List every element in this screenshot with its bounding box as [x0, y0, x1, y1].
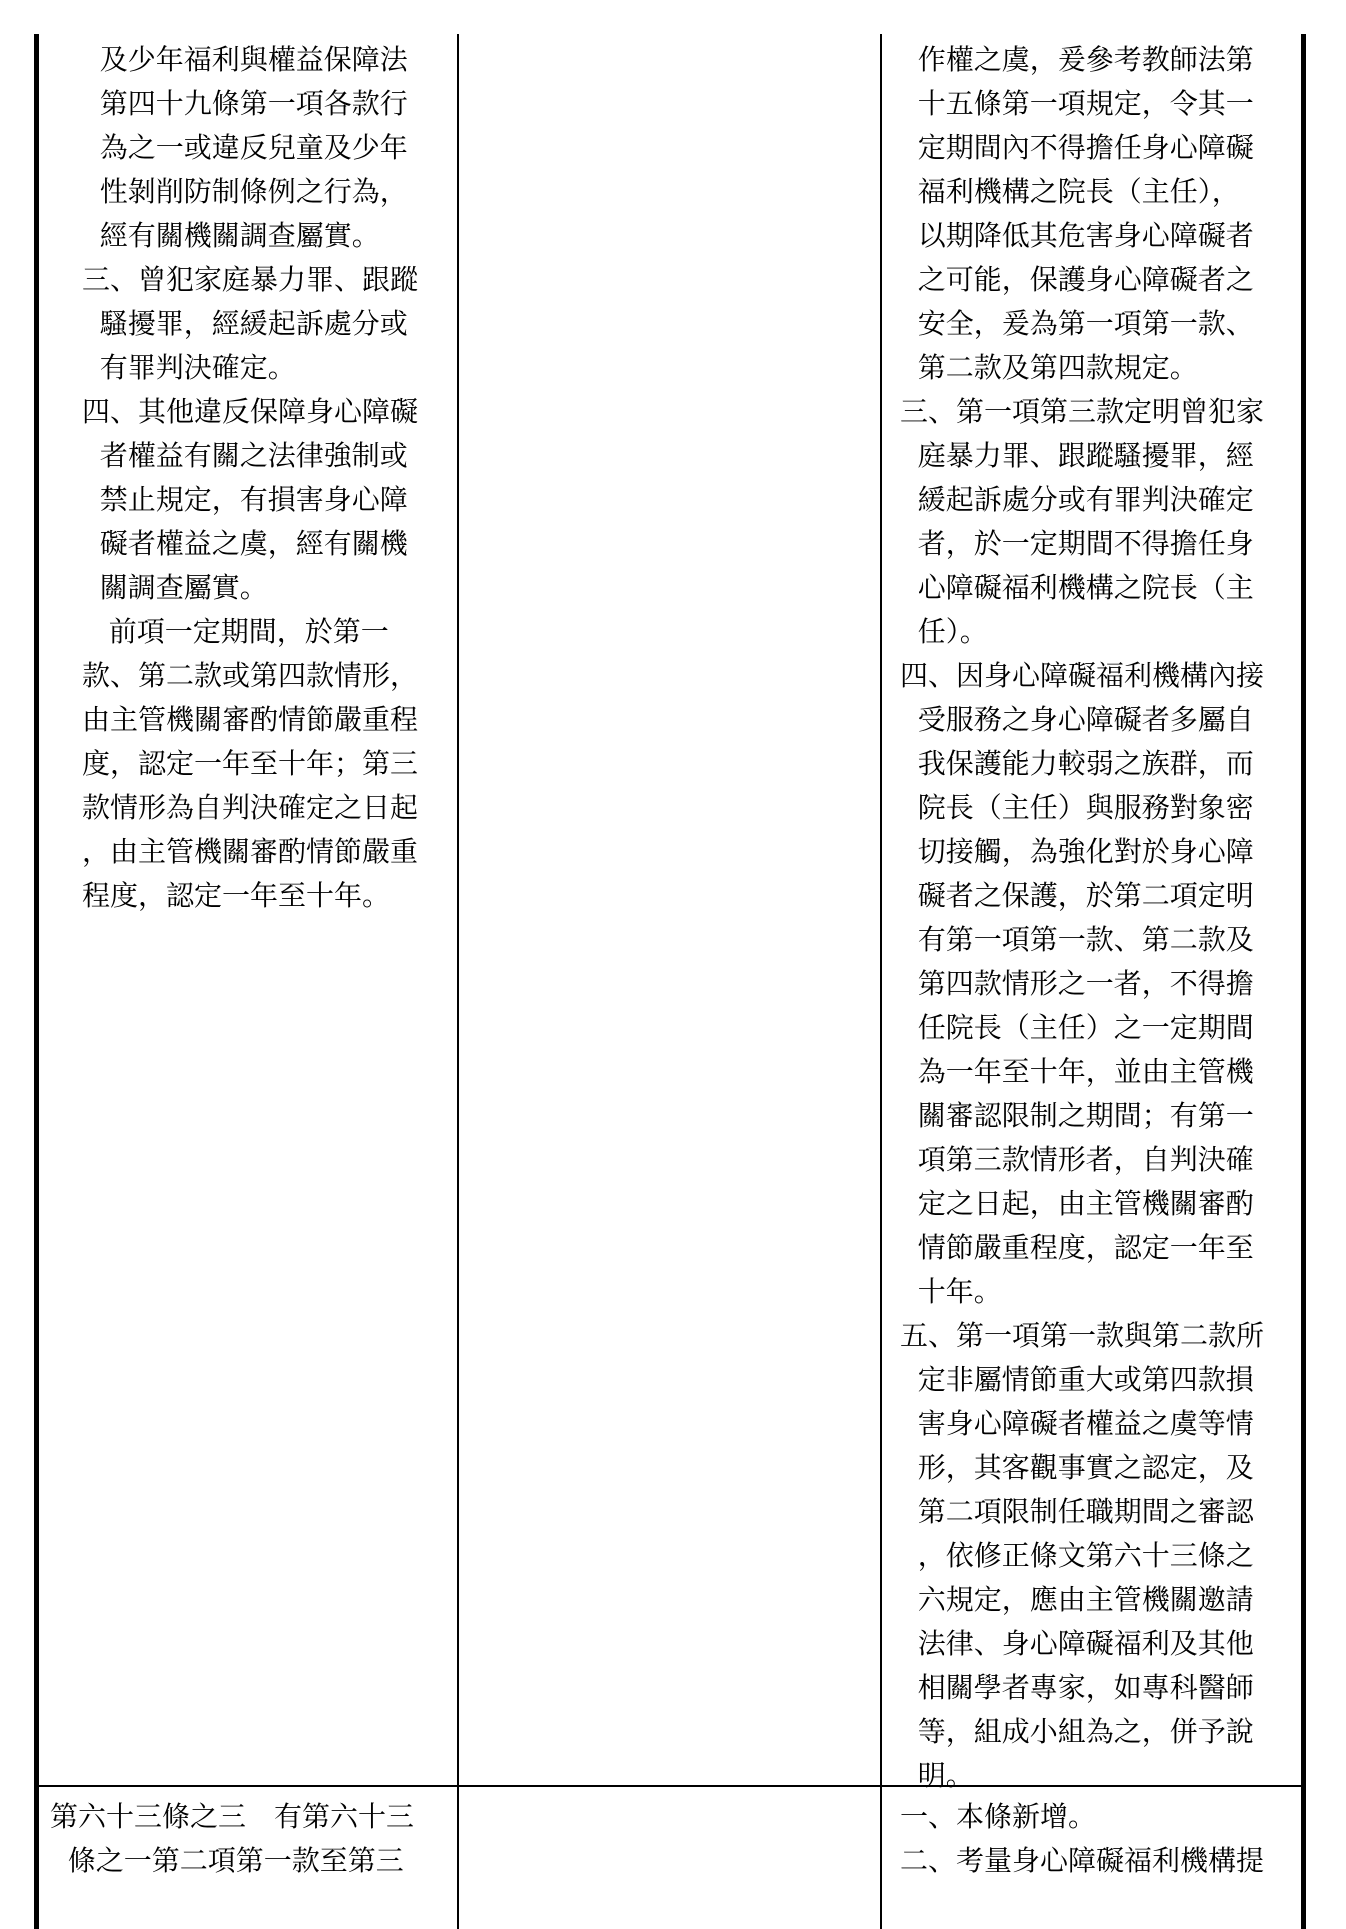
explanation-cell: [900, 38, 1296, 1798]
text-line: 十五條第一項規定，令其一: [900, 87, 1254, 120]
table-border-right: [1301, 34, 1306, 1929]
text-line: 礙者權益之虞，經有關機: [82, 527, 408, 560]
text-line: 為之一或違反兒童及少年: [82, 131, 408, 164]
text-line: 騷擾罪，經緩起訴處分或: [82, 307, 408, 340]
text-line: 心障礙福利機構之院長（主: [900, 571, 1254, 604]
text-line: 定期間內不得擔任身心障礙: [900, 131, 1254, 164]
text-line: 明。: [900, 1759, 974, 1792]
text-line: 第二項限制任職期間之審認: [900, 1495, 1254, 1528]
text-line: 庭暴力罪、跟蹤騷擾罪，經: [900, 439, 1254, 472]
new-article-explanation-cell: [900, 1795, 1296, 1883]
text-line: 法律、身心障礙福利及其他: [900, 1627, 1254, 1660]
text-line: 等，組成小組為之，併予說: [900, 1715, 1254, 1748]
text-line: 定非屬情節重大或第四款損: [900, 1363, 1254, 1396]
text-line: 及少年福利與權益保障法: [82, 43, 408, 76]
text-line: 受服務之身心障礙者多屬自: [900, 703, 1254, 736]
table-border-left: [34, 34, 39, 1929]
text-line: 第四十九條第一項各款行: [82, 87, 408, 120]
text-line: 相關學者專家，如專科醫師: [900, 1671, 1254, 1704]
text-line: 以期降低其危害身心障礙者: [900, 219, 1254, 252]
text-line: 害身心障礙者權益之虞等情: [900, 1407, 1254, 1440]
text-line: 有罪判決確定。: [82, 351, 296, 384]
text-line: 切接觸，為強化對於身心障: [900, 835, 1254, 868]
text-line: 者，於一定期間不得擔任身: [900, 527, 1254, 560]
text-line: 作權之虞，爰參考教師法第: [900, 43, 1254, 76]
text-line: 礙者之保護，於第二項定明: [900, 879, 1254, 912]
text-line: 形，其客觀事實之認定，及: [900, 1451, 1254, 1484]
text-line: 度，認定一年至十年；第三: [82, 747, 419, 780]
text-line: 禁止規定，有損害身心障: [82, 483, 408, 516]
text-line: 第六十三條之三 有第六十三: [50, 1800, 415, 1833]
text-line: 福利機構之院長（主任），: [900, 175, 1240, 208]
text-line: 關調查屬實。: [82, 571, 268, 604]
text-line: 之可能，保護身心障礙者之: [900, 263, 1254, 296]
text-line: 三、第一項第三款定明曾犯家: [900, 395, 1265, 428]
new-article-text-cell: [50, 1795, 450, 1883]
text-line: 情節嚴重程度，認定一年至: [900, 1231, 1254, 1264]
text-line: 四、其他違反保障身心障礙: [82, 395, 419, 428]
text-line: 項第三款情形者，自判決確: [900, 1143, 1254, 1176]
text-line: 由主管機關審酌情節嚴重程: [82, 703, 419, 736]
text-line: 程度，認定一年至十年。: [82, 879, 391, 912]
text-line: 有第一項第一款、第二款及: [900, 923, 1254, 956]
text-line: 六規定，應由主管機關邀請: [900, 1583, 1254, 1616]
text-line: 者權益有關之法律強制或: [82, 439, 408, 472]
text-line: 為一年至十年，並由主管機: [900, 1055, 1254, 1088]
text-line: 第四款情形之一者，不得擔: [900, 967, 1254, 1000]
text-line: 款情形為自判決確定之日起: [82, 791, 419, 824]
text-line: 十年。: [900, 1275, 1002, 1308]
text-line: 我保護能力較弱之族群，而: [900, 747, 1254, 780]
text-line: 第二款及第四款規定。: [900, 351, 1198, 384]
text-line: 任）。: [900, 615, 988, 648]
text-line: 前項一定期間，於第一: [82, 615, 389, 648]
amended-text-cell: [82, 38, 450, 918]
text-line: ，依修正條文第六十三條之: [900, 1539, 1254, 1572]
text-line: 一、本條新增。: [900, 1800, 1097, 1833]
text-line: 安全，爰為第一項第一款、: [900, 307, 1254, 340]
text-line: 四、因身心障礙福利機構內接: [900, 659, 1265, 692]
text-line: 條之一第二項第一款至第三: [50, 1844, 404, 1877]
text-line: ，由主管機關審酌情節嚴重: [82, 835, 419, 868]
text-line: 性剝削防制條例之行為，: [82, 175, 408, 208]
table-column-divider-2: [880, 34, 882, 1929]
text-line: 二、考量身心障礙福利機構提: [900, 1844, 1265, 1877]
table-column-divider-1: [457, 34, 459, 1929]
text-line: 定之日起，由主管機關審酌: [900, 1187, 1254, 1220]
text-line: 關審認限制之期間；有第一: [900, 1099, 1254, 1132]
text-line: 院長（主任）與服務對象密: [900, 791, 1254, 824]
text-line: 款、第二款或第四款情形，: [82, 659, 419, 692]
text-line: 五、第一項第一款與第二款所: [900, 1319, 1265, 1352]
text-line: 經有關機關調查屬實。: [82, 219, 380, 252]
text-line: 緩起訴處分或有罪判決確定: [900, 483, 1254, 516]
text-line: 任院長（主任）之一定期間: [900, 1011, 1254, 1044]
text-line: 三、曾犯家庭暴力罪、跟蹤: [82, 263, 419, 296]
